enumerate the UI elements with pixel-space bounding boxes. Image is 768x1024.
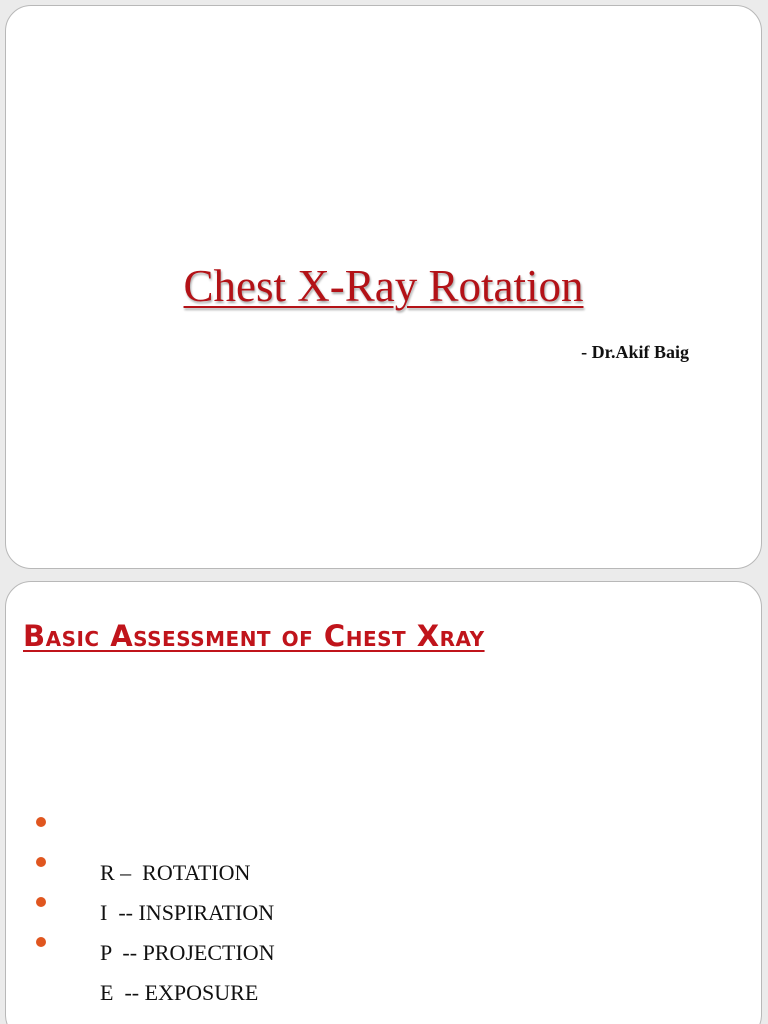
list-item-text: E -- EXPOSURE (100, 980, 259, 1005)
slide-title-text: Chest X-Ray Rotation (183, 261, 584, 311)
list-item-text: I -- INSPIRATION (100, 900, 275, 925)
slide-2 (5, 581, 762, 1024)
bullet-dot-icon (36, 897, 46, 907)
slide-heading-text: Basic Assessment of Chest Xray (23, 619, 485, 653)
author-line: - Dr.Akif Baig (581, 342, 689, 362)
bullet-list (34, 808, 275, 1005)
slide-title (6, 261, 761, 311)
slide-1 (5, 5, 762, 569)
bullet-dot-icon (36, 817, 46, 827)
list-item (34, 848, 275, 925)
list-item-text: R – ROTATION (100, 860, 251, 885)
list-item (34, 888, 275, 965)
bullet-dot-icon (36, 857, 46, 867)
bullet-dot-icon (36, 937, 46, 947)
list-item (34, 928, 275, 1005)
list-item-text: P -- PROJECTION (100, 940, 275, 965)
list-item (34, 808, 275, 885)
slide-heading (23, 619, 485, 653)
